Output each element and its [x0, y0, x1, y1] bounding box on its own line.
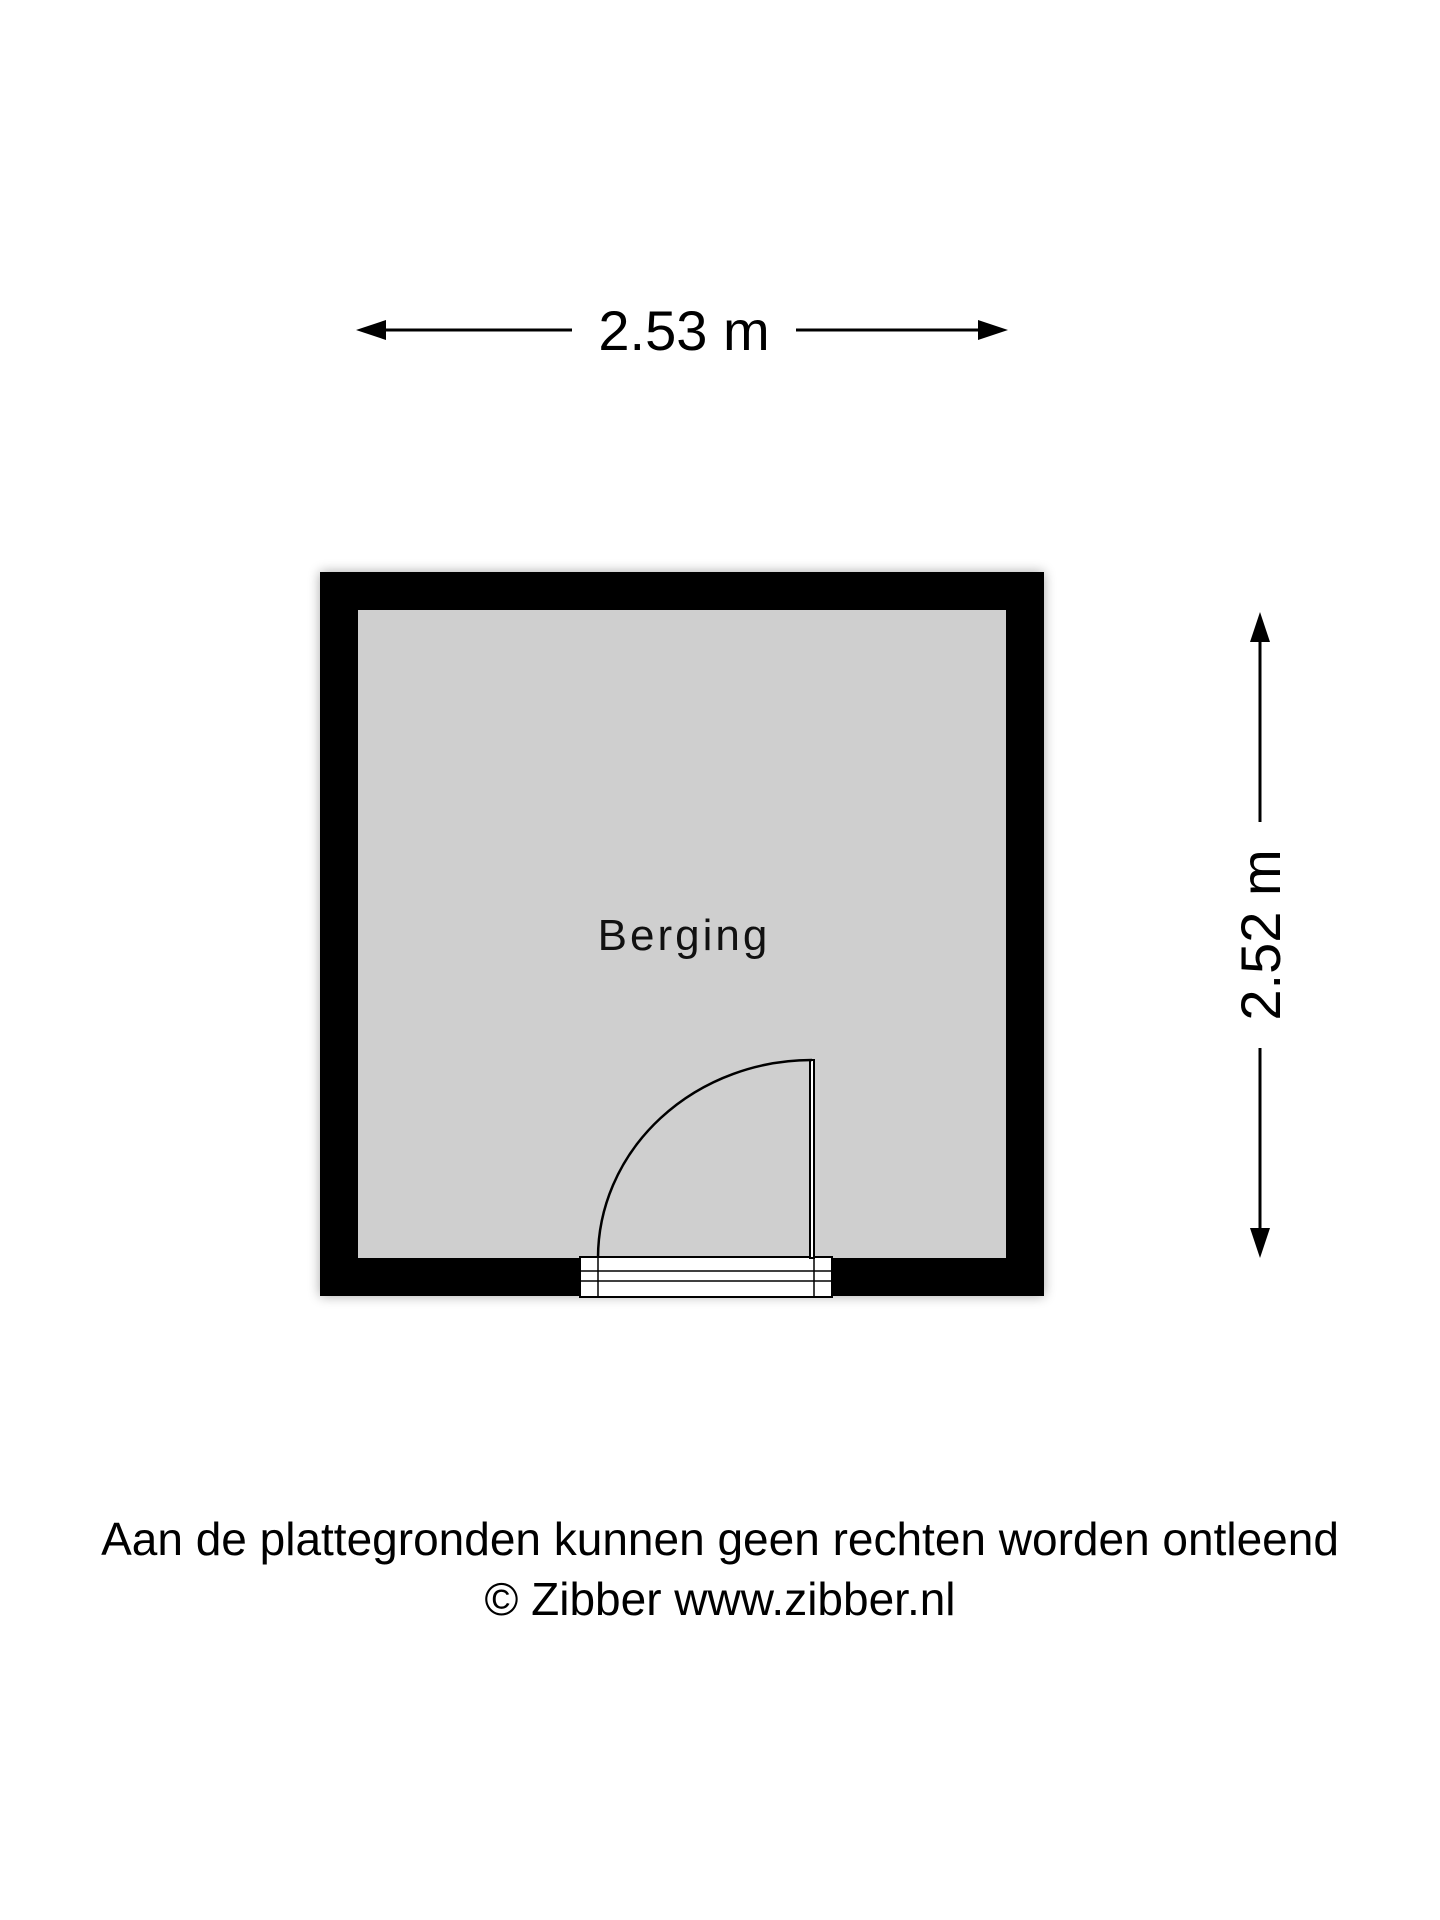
height-arrow-bottom-icon [1250, 1228, 1270, 1258]
height-dimension-label: 2.52 m [1229, 849, 1292, 1021]
door-threshold [580, 1257, 832, 1297]
copyright-text: © Zibber www.zibber.nl [484, 1573, 956, 1625]
door-leaf [810, 1060, 814, 1258]
width-arrow-left-icon [356, 320, 386, 340]
width-dimension [356, 299, 1008, 362]
width-dimension-label: 2.53 m [598, 299, 770, 362]
room-label: Berging [597, 911, 771, 960]
height-arrow-top-icon [1250, 612, 1270, 642]
width-arrow-right-icon [978, 320, 1008, 340]
height-dimension [1229, 612, 1292, 1258]
disclaimer-text: Aan de plattegronden kunnen geen rechten worden ontleend [101, 1513, 1339, 1565]
